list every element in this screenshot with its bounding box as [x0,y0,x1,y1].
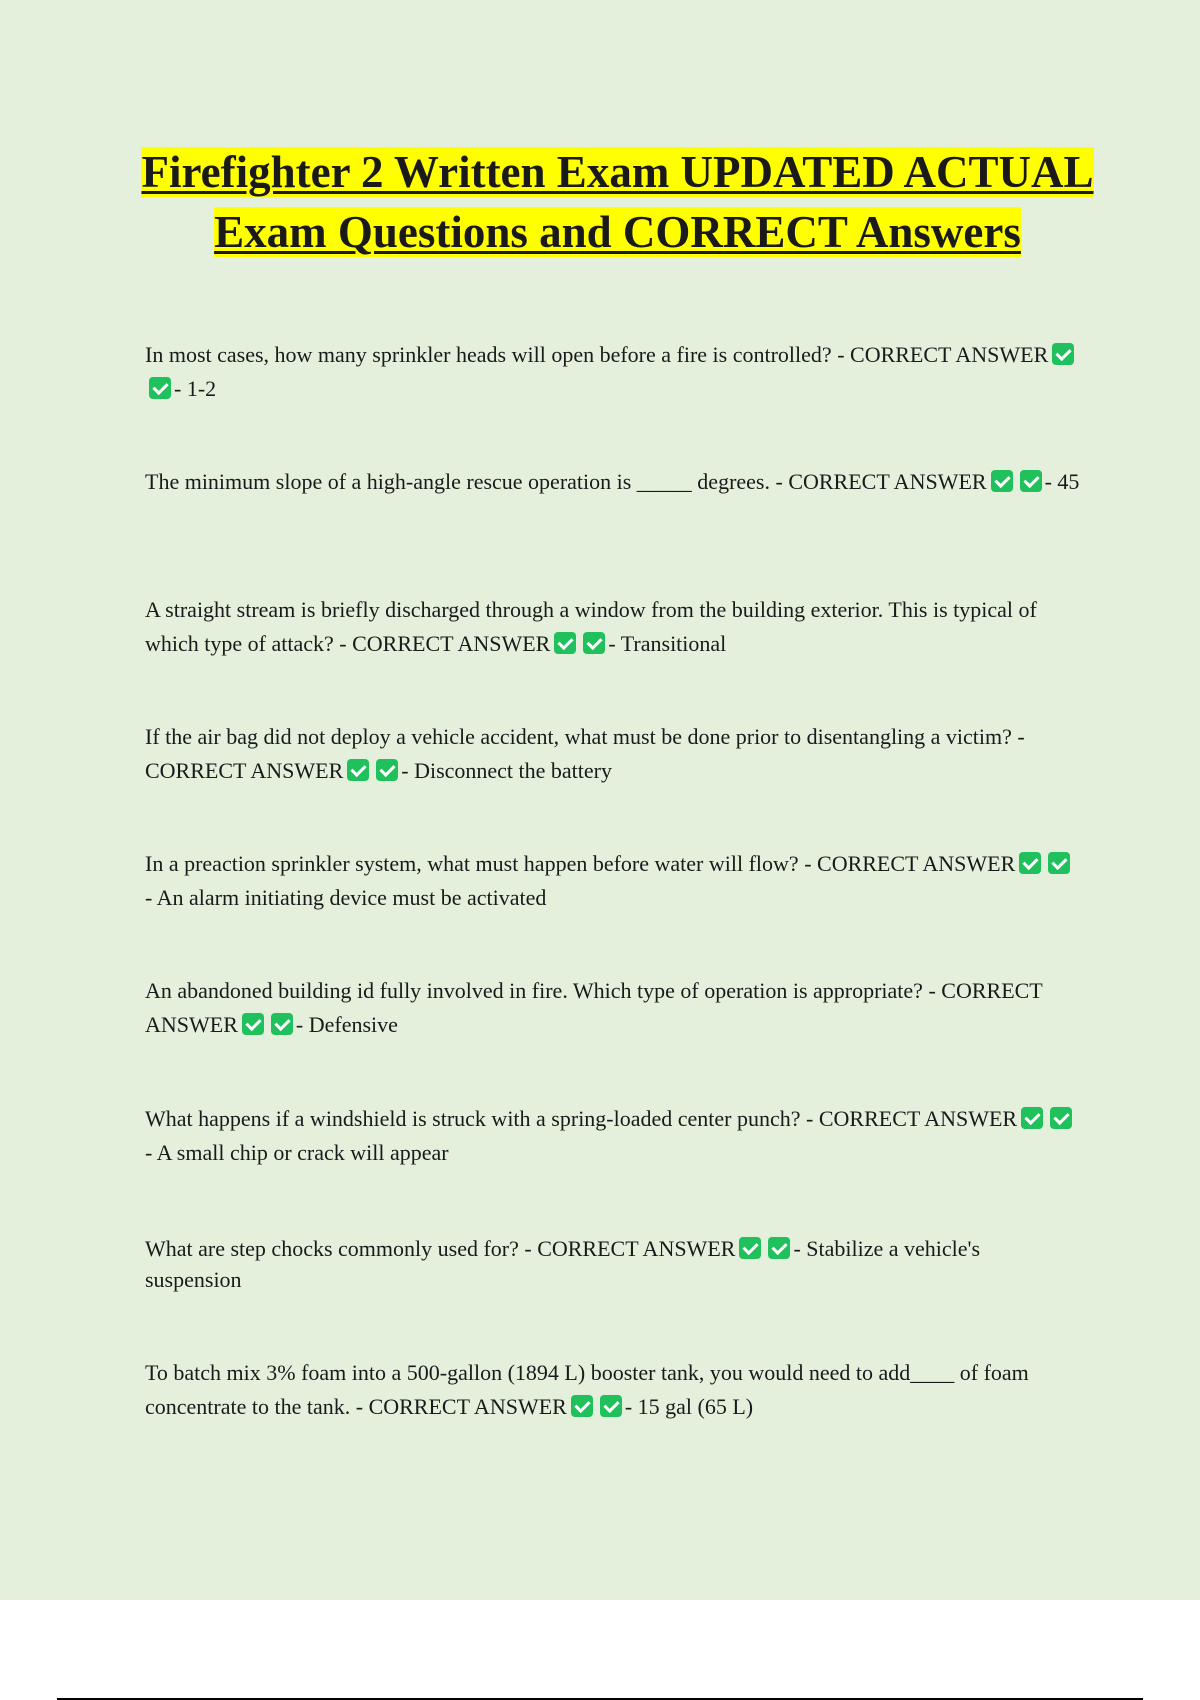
question-text: In a preaction sprinkler system, what must happen before water will flow? [145,851,799,876]
check-icon [571,1395,593,1417]
check-icon [991,470,1013,492]
check-icon [1020,470,1042,492]
qa-item [145,847,1080,915]
correct-answer-label: - CORRECT ANSWER [775,469,987,494]
answer-text: - 1-2 [174,376,217,401]
answer-text: - 45 [1044,469,1080,494]
check-icon [347,759,369,781]
check-icon [271,1013,293,1035]
check-icon [1021,1107,1043,1129]
check-icon [554,632,576,654]
check-icon [149,377,171,399]
correct-answer-label: - CORRECT ANSWER [145,978,1043,1037]
qa-item [145,1233,1080,1295]
check-icon [583,632,605,654]
answer-text: - Defensive [295,1012,398,1037]
question-text: A straight stream is briefly discharged through a window from the building exterior. This is typical of which type of attack? [145,597,1037,656]
correct-answer-label: - CORRECT ANSWER [355,1394,567,1419]
check-icon [242,1013,264,1035]
question-text: What are step chocks commonly used for? [145,1236,519,1261]
question-text: An abandoned building id fully involved in fire. Which type of operation is appropriate? [145,978,923,1003]
question-text: The minimum slope of a high-angle rescue operation is _____ degrees. [145,469,770,494]
answer-text: - 15 gal (65 L) [624,1394,754,1419]
correct-answer-label: - CORRECT ANSWER [145,724,1025,783]
document-title [140,142,1095,262]
check-icon [768,1237,790,1259]
correct-answer-label: - CORRECT ANSWER [806,1106,1018,1131]
check-icon [739,1237,761,1259]
check-icon [376,759,398,781]
check-icon [1019,852,1041,874]
qa-item [145,1102,1080,1170]
qa-item [145,465,1080,499]
question-text: If the air bag did not deploy a vehicle accident, what must be done prior to disentangling a victim? [145,724,1012,749]
check-icon [1048,852,1070,874]
qa-item [145,974,1080,1042]
qa-item [145,593,1080,661]
document-title-text: Firefighter 2 Written Exam UPDATED ACTUAL Exam Questions and CORRECT Answers [141,147,1094,257]
correct-answer-label: - CORRECT ANSWER [804,851,1016,876]
question-text: What happens if a windshield is struck with a spring-loaded center punch? [145,1106,801,1131]
answer-text: - Disconnect the battery [401,758,613,783]
check-icon [1050,1107,1072,1129]
qa-item [145,338,1080,406]
correct-answer-label: - CORRECT ANSWER [524,1236,736,1261]
question-text: In most cases, how many sprinkler heads will open before a fire is controlled? [145,342,832,367]
qa-item [145,1356,1080,1424]
check-icon [1052,343,1074,365]
correct-answer-label: - CORRECT ANSWER [339,631,551,656]
question-text: To batch mix 3% foam into a 500-gallon (1894 L) booster tank, you would need to add____ of foam concentrate to the tank. [145,1360,1029,1419]
check-icon [600,1395,622,1417]
correct-answer-label: - CORRECT ANSWER [837,342,1049,367]
answer-text: - Transitional [608,631,727,656]
qa-item [145,720,1080,788]
answer-text: - A small chip or crack will appear [145,1140,449,1165]
answer-text: - Stabilize a vehicle's suspension [145,1236,981,1292]
answer-text: - An alarm initiating device must be activated [145,885,547,910]
